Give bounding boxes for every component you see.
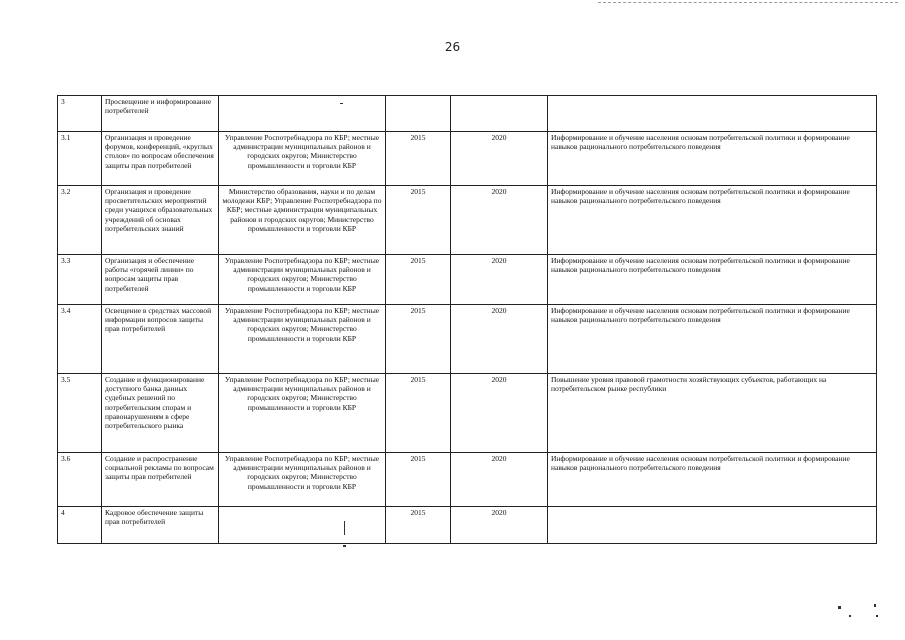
start-year	[386, 96, 451, 132]
executor-cell: Управление Роспотребнадзора по КБР; местные администрации муниципальных районов и городских округов; Министерство промышленности и торговли КБР	[219, 132, 386, 186]
measure-name: Организация и проведение форумов, конференций, «круглых столов» по вопросам обеспечения защиты прав потребителей	[102, 132, 219, 186]
scan-speck	[838, 606, 841, 609]
table-row	[58, 186, 877, 255]
executor-cell	[219, 507, 386, 544]
scan-speck	[849, 615, 851, 617]
row-number: 3.6	[58, 453, 102, 507]
start-year: 2015	[386, 255, 451, 305]
end-year: 2020	[451, 374, 548, 453]
expected-result	[548, 507, 877, 544]
top-edge-line	[598, 2, 898, 3]
start-year: 2015	[386, 132, 451, 186]
expected-result	[548, 96, 877, 132]
measure-name: Создание и распространение социальной рекламы по вопросам защиты прав потребителей	[102, 453, 219, 507]
row-number: 3.3	[58, 255, 102, 305]
scan-speck	[340, 103, 343, 104]
row-number: 3	[58, 96, 102, 132]
expected-result: Информирование и обучение населения основам потребительской политики и формирование навыков рационального потребительского поведения	[548, 255, 877, 305]
executor-cell: Управление Роспотребнадзора по КБР; местные администрации муниципальных районов и городских округов; Министерство промышленности и торговли КБР	[219, 255, 386, 305]
end-year: 2020	[451, 305, 548, 374]
expected-result: Информирование и обучение населения основам потребительской политики и формирование навыков рационального потребительского поведения	[548, 186, 877, 255]
end-year: 2020	[451, 453, 548, 507]
table-row	[58, 132, 877, 186]
start-year: 2015	[386, 374, 451, 453]
table-row	[58, 374, 877, 453]
end-year: 2020	[451, 255, 548, 305]
scan-speck	[344, 521, 345, 535]
measures-table	[57, 95, 877, 544]
row-number: 3.4	[58, 305, 102, 374]
measure-name: Кадровое обеспечение защиты прав потребителей	[102, 507, 219, 544]
scan-speck	[876, 615, 878, 617]
table-row	[58, 305, 877, 374]
executor-cell: Управление Роспотребнадзора по КБР; местные администрации муниципальных районов и городских округов; Министерство промышленности и торговли КБР	[219, 374, 386, 453]
end-year	[451, 96, 548, 132]
executor-cell: Управление Роспотребнадзора по КБР; местные администрации муниципальных районов и городских округов; Министерство промышленности и торговли КБР	[219, 305, 386, 374]
table-row	[58, 255, 877, 305]
row-number: 3.1	[58, 132, 102, 186]
expected-result: Информирование и обучение населения основам потребительской политики и формирование навыков рационального потребительского поведения	[548, 453, 877, 507]
start-year: 2015	[386, 186, 451, 255]
expected-result: Повышение уровня правовой грамотности хозяйствующих субъектов, работающих на потребительском рынке республики	[548, 374, 877, 453]
start-year: 2015	[386, 507, 451, 544]
executor-cell: Управление Роспотребнадзора по КБР; местные администрации муниципальных районов и городских округов; Министерство промышленности и торговли КБР	[219, 453, 386, 507]
page-number: 26	[444, 40, 461, 54]
scan-speck	[874, 604, 876, 607]
table-row	[58, 96, 877, 132]
expected-result: Информирование и обучение населения основам потребительской политики и формирование навыков рационального потребительского поведения	[548, 305, 877, 374]
end-year: 2020	[451, 507, 548, 544]
row-number: 3.5	[58, 374, 102, 453]
measure-name: Организация и обеспечение работы «горячей линии» по вопросам защиты прав потребителей	[102, 255, 219, 305]
start-year: 2015	[386, 453, 451, 507]
table-row	[58, 507, 877, 544]
measure-name: Просвещение и информирование потребителей	[102, 96, 219, 132]
row-number: 4	[58, 507, 102, 544]
end-year: 2020	[451, 186, 548, 255]
start-year: 2015	[386, 305, 451, 374]
measure-name: Организация и проведение просветительских мероприятий среди учащихся образовательных учреждений об основах потребительских знаний	[102, 186, 219, 255]
executor-cell	[219, 96, 386, 132]
end-year: 2020	[451, 132, 548, 186]
scan-speck	[343, 545, 346, 547]
expected-result: Информирование и обучение населения основам потребительской политики и формирование навыков рационального потребительского поведения	[548, 132, 877, 186]
table-row	[58, 453, 877, 507]
row-number: 3.2	[58, 186, 102, 255]
measure-name: Освещение в средствах массовой информации вопросов защиты прав потребителей	[102, 305, 219, 374]
executor-cell: Министерство образования, науки и по делам молодежи КБР; Управление Роспотребнадзора по КБР; местные администрации муниципальных районов и городских округов; Министерство промышленности и торговли КБР	[219, 186, 386, 255]
measure-name: Создание и функционирование доступного банка данных судебных решений по потребительским спорам и правонарушениям в сфере потребительского рынка	[102, 374, 219, 453]
